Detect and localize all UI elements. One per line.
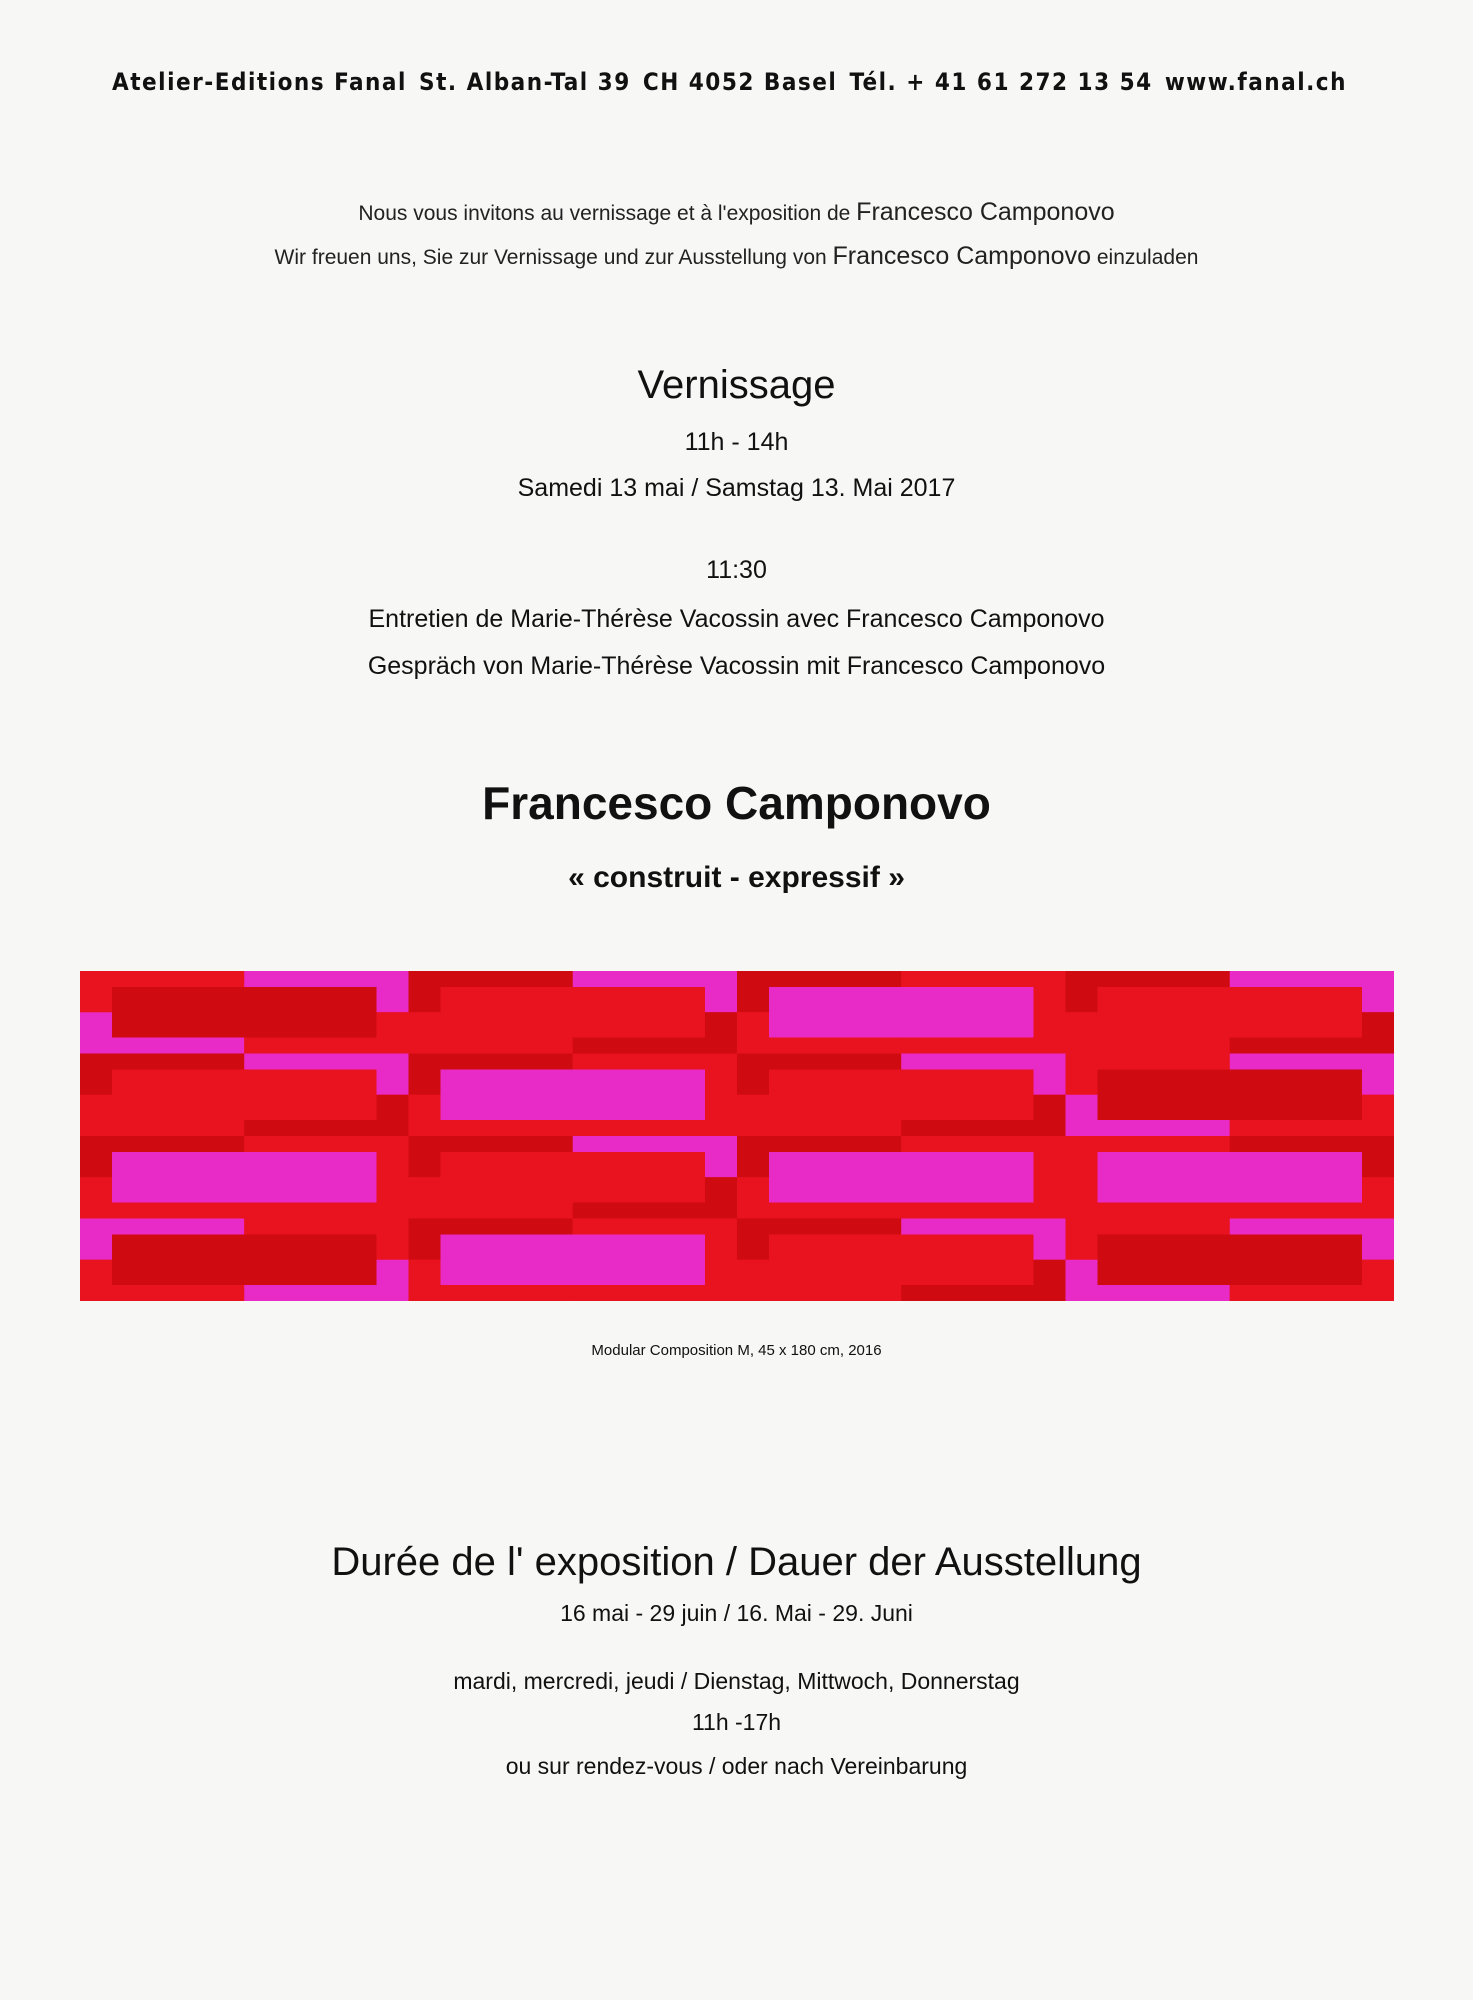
talk-de: Gespräch von Marie-Thérèse Vacossin mit Francesco Camponovo [367,652,1106,680]
letterhead [112,68,1347,96]
artwork-bar [112,987,377,1038]
artwork-bar [112,1152,377,1203]
vernissage-date: Samedi 13 mai / Samstag 13. Mai 2017 [517,474,956,502]
letterhead-city: CH 4052 Basel [642,68,838,96]
artwork-bar [1098,1235,1363,1286]
vernissage-title: Vernissage [637,363,836,407]
artwork-bar [1098,1070,1363,1121]
artwork-bar [441,1070,706,1121]
artwork-bar [769,987,1034,1038]
artwork-caption: Modular Composition M, 45 x 180 cm, 2016 [591,1342,882,1359]
talk-time: 11:30 [706,556,767,584]
artwork-modular-composition [80,971,1394,1301]
artwork-bar [769,1070,1034,1121]
artwork-bar [769,1235,1034,1286]
invitation-de-artist: Francesco Camponovo [832,242,1091,270]
appointment-note: ou sur rendez-vous / oder nach Vereinbarung [505,1753,968,1779]
artwork-bar [1098,987,1363,1038]
invitation-de-text: Wir freuen uns, Sie zur Vernissage und zur Ausstellung von [274,246,827,269]
artwork-bar [1098,1152,1363,1203]
artwork-bar [441,1235,706,1286]
opening-days: mardi, mercredi, jeudi / Dienstag, Mittwoch, Donnerstag [453,1668,1020,1694]
artist-name: Francesco Camponovo [482,777,991,829]
artwork-bar [112,1070,377,1121]
invitation-fr [0,198,1473,227]
artwork-bar [769,1152,1034,1203]
vernissage-hours: 11h - 14h [684,428,789,456]
letterhead-street: St. Alban-Tal 39 [419,68,631,96]
duration-dates: 16 mai - 29 juin / 16. Mai - 29. Juni [560,1600,913,1626]
invitation-fr-text: Nous vous invitons au vernissage et à l'exposition de [358,202,851,225]
opening-hours: 11h -17h [691,1709,782,1735]
invitation-de [0,242,1473,271]
letterhead-company: Atelier-Editions Fanal [112,68,407,96]
artwork-bar [441,987,706,1038]
invitation-de-suffix: einzuladen [1096,246,1199,269]
talk-fr: Entretien de Marie-Thérèse Vacossin avec Francesco Camponovo [368,605,1105,633]
invitation-fr-artist: Francesco Camponovo [856,198,1115,226]
letterhead-website[interactable]: www.fanal.ch [1164,68,1347,96]
artwork-bar [441,1152,706,1203]
exhibition-subtitle: « construit - expressif » [568,861,905,894]
artwork-bar [112,1235,377,1286]
duration-title: Durée de l' exposition / Dauer der Ausstellung [331,1540,1142,1584]
letterhead-phone: Tél. + 41 61 272 13 54 [849,68,1153,96]
